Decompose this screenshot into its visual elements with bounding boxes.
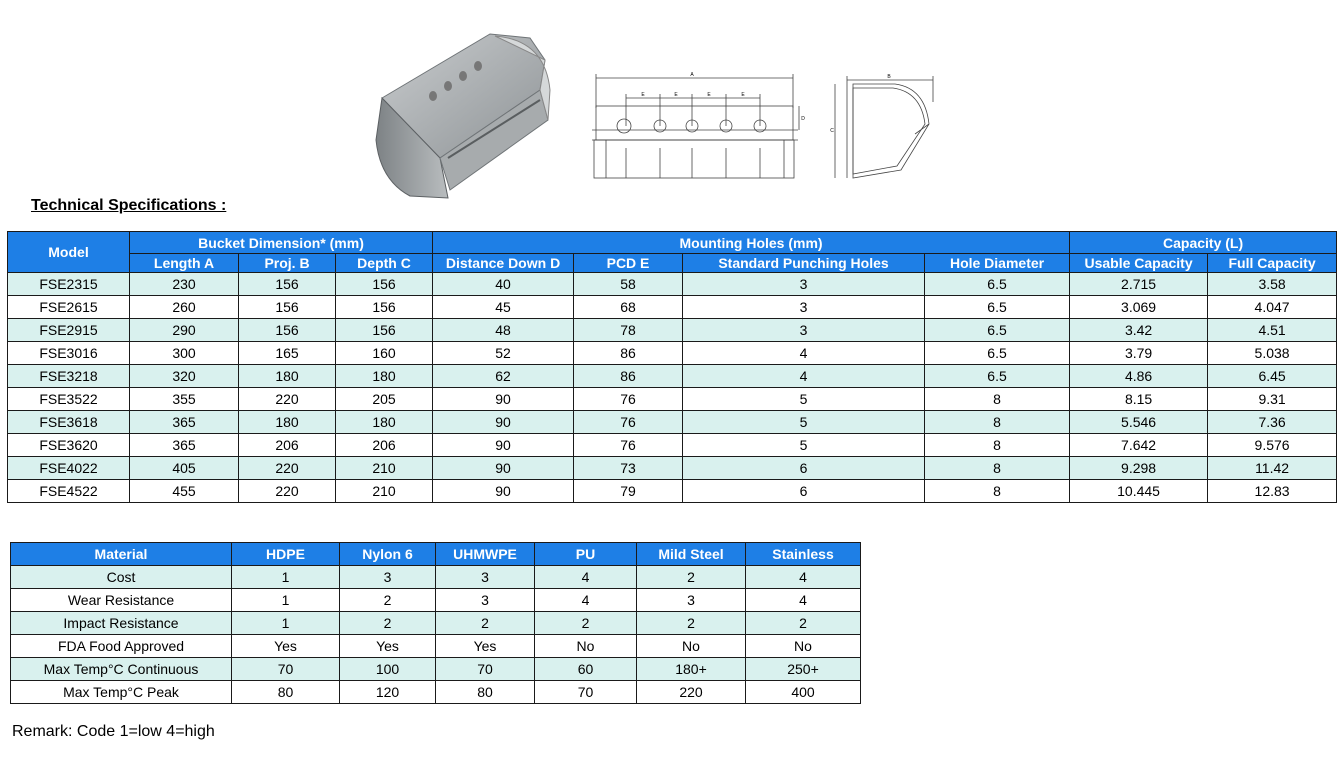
- table-cell: 2: [436, 612, 535, 635]
- table-cell: 11.42: [1208, 457, 1337, 480]
- table-cell: 220: [239, 457, 336, 480]
- table-cell: 3.79: [1070, 342, 1208, 365]
- table-cell: 2: [746, 612, 861, 635]
- table-cell: 6.45: [1208, 365, 1337, 388]
- table-cell: 205: [336, 388, 433, 411]
- table-cell: 355: [130, 388, 239, 411]
- table-cell: 73: [574, 457, 683, 480]
- table-cell: 3: [683, 273, 925, 296]
- material-row: [11, 589, 861, 612]
- table-cell: 5.546: [1070, 411, 1208, 434]
- material-table: [10, 542, 861, 704]
- table-cell: 70: [535, 681, 637, 704]
- table-cell: 8: [925, 457, 1070, 480]
- table-cell: 400: [746, 681, 861, 704]
- table-cell: 260: [130, 296, 239, 319]
- table-cell: 8.15: [1070, 388, 1208, 411]
- model-cell: FSE2615: [8, 296, 130, 319]
- property-cell: Max Temp°C Peak: [11, 681, 232, 704]
- table-cell: 5: [683, 388, 925, 411]
- table-cell: 79: [574, 480, 683, 503]
- table-cell: 300: [130, 342, 239, 365]
- dimension-label-e3: E: [707, 92, 711, 98]
- table-cell: 120: [340, 681, 436, 704]
- table-cell: 206: [336, 434, 433, 457]
- table-row: [8, 365, 1337, 388]
- table-cell: 156: [336, 296, 433, 319]
- material-column-header: Material: [11, 543, 232, 566]
- material-column-header: UHMWPE: [436, 543, 535, 566]
- table-cell: 3: [683, 319, 925, 342]
- header-capacity: Capacity (L): [1070, 232, 1337, 254]
- table-cell: 230: [130, 273, 239, 296]
- table-cell: 210: [336, 480, 433, 503]
- table-row: [8, 434, 1337, 457]
- material-column-header: PU: [535, 543, 637, 566]
- table-cell: 160: [336, 342, 433, 365]
- table-cell: 6.5: [925, 319, 1070, 342]
- table-cell: 4.047: [1208, 296, 1337, 319]
- table-cell: 70: [436, 658, 535, 681]
- model-cell: FSE2315: [8, 273, 130, 296]
- table-cell: 365: [130, 411, 239, 434]
- table-cell: 4: [535, 589, 637, 612]
- material-row: [11, 658, 861, 681]
- table-cell: 90: [433, 434, 574, 457]
- table-cell: 405: [130, 457, 239, 480]
- table-cell: No: [637, 635, 746, 658]
- table-cell: 4.51: [1208, 319, 1337, 342]
- table-cell: 86: [574, 365, 683, 388]
- column-header: Hole Diameter: [925, 254, 1070, 273]
- table-cell: 76: [574, 434, 683, 457]
- table-cell: 7.642: [1070, 434, 1208, 457]
- column-header: Usable Capacity: [1070, 254, 1208, 273]
- table-cell: No: [746, 635, 861, 658]
- table-cell: 3: [340, 566, 436, 589]
- property-cell: Wear Resistance: [11, 589, 232, 612]
- model-cell: FSE3522: [8, 388, 130, 411]
- table-cell: 60: [535, 658, 637, 681]
- table-cell: 9.298: [1070, 457, 1208, 480]
- model-cell: FSE3218: [8, 365, 130, 388]
- dimension-label-e2: E: [674, 92, 678, 98]
- table-cell: 4: [746, 589, 861, 612]
- material-row: [11, 681, 861, 704]
- table-cell: 48: [433, 319, 574, 342]
- table-cell: 78: [574, 319, 683, 342]
- material-column-header: HDPE: [232, 543, 340, 566]
- material-column-header: Nylon 6: [340, 543, 436, 566]
- table-cell: 180: [239, 411, 336, 434]
- table-row: [8, 342, 1337, 365]
- table-cell: 80: [232, 681, 340, 704]
- table-cell: 156: [336, 273, 433, 296]
- table-cell: 6.5: [925, 296, 1070, 319]
- table-cell: 3: [436, 589, 535, 612]
- model-cell: FSE2915: [8, 319, 130, 342]
- table-cell: 156: [239, 319, 336, 342]
- specifications-table: [7, 231, 1337, 503]
- table-cell: 6: [683, 480, 925, 503]
- table-cell: Yes: [436, 635, 535, 658]
- table-cell: 90: [433, 411, 574, 434]
- table-row: [8, 480, 1337, 503]
- model-cell: FSE3016: [8, 342, 130, 365]
- table-row: [8, 296, 1337, 319]
- table-row: [8, 388, 1337, 411]
- table-cell: 76: [574, 411, 683, 434]
- table-cell: 8: [925, 411, 1070, 434]
- table-cell: 76: [574, 388, 683, 411]
- table-cell: 8: [925, 480, 1070, 503]
- table-cell: 180+: [637, 658, 746, 681]
- dimension-label-d: D: [801, 116, 805, 122]
- material-column-header: Mild Steel: [637, 543, 746, 566]
- table-cell: 220: [239, 480, 336, 503]
- material-row: [11, 635, 861, 658]
- side-view-drawing: [825, 72, 937, 184]
- table-cell: Yes: [232, 635, 340, 658]
- property-cell: Max Temp°C Continuous: [11, 658, 232, 681]
- table-cell: 58: [574, 273, 683, 296]
- table-cell: 52: [433, 342, 574, 365]
- model-cell: FSE4022: [8, 457, 130, 480]
- table-cell: 4.86: [1070, 365, 1208, 388]
- table-cell: No: [535, 635, 637, 658]
- table-cell: 250+: [746, 658, 861, 681]
- table-cell: 1: [232, 589, 340, 612]
- table-cell: 220: [239, 388, 336, 411]
- table-cell: 6.5: [925, 342, 1070, 365]
- dimension-label-c: C: [830, 128, 834, 134]
- column-header: Depth C: [336, 254, 433, 273]
- table-cell: 156: [239, 296, 336, 319]
- table-cell: 62: [433, 365, 574, 388]
- material-row: [11, 612, 861, 635]
- property-cell: FDA Food Approved: [11, 635, 232, 658]
- dimension-label-a: A: [690, 72, 694, 78]
- table-cell: 68: [574, 296, 683, 319]
- table-cell: 12.83: [1208, 480, 1337, 503]
- table-cell: 8: [925, 434, 1070, 457]
- table-row: [8, 273, 1337, 296]
- table-cell: 100: [340, 658, 436, 681]
- table-cell: 6.5: [925, 273, 1070, 296]
- table-cell: 3: [637, 589, 746, 612]
- property-cell: Cost: [11, 566, 232, 589]
- table-row: [8, 319, 1337, 342]
- table-cell: 220: [637, 681, 746, 704]
- table-cell: 365: [130, 434, 239, 457]
- front-view-drawing: [588, 68, 808, 186]
- table-cell: 3.58: [1208, 273, 1337, 296]
- table-cell: 156: [336, 319, 433, 342]
- table-cell: 455: [130, 480, 239, 503]
- table-cell: 90: [433, 388, 574, 411]
- header-mounting-holes: Mounting Holes (mm): [433, 232, 1070, 254]
- table-cell: 7.36: [1208, 411, 1337, 434]
- property-cell: Impact Resistance: [11, 612, 232, 635]
- dimension-label-e4: E: [741, 92, 745, 98]
- table-cell: 3.069: [1070, 296, 1208, 319]
- table-cell: 90: [433, 480, 574, 503]
- column-header: Standard Punching Holes: [683, 254, 925, 273]
- table-cell: 165: [239, 342, 336, 365]
- bucket-photo: [370, 30, 555, 200]
- table-row: [8, 411, 1337, 434]
- table-cell: 45: [433, 296, 574, 319]
- table-cell: 2.715: [1070, 273, 1208, 296]
- table-cell: 2: [637, 566, 746, 589]
- table-cell: 6: [683, 457, 925, 480]
- remark-text: Remark: Code 1=low 4=high: [12, 723, 215, 740]
- column-header: PCD E: [574, 254, 683, 273]
- table-cell: 1: [232, 612, 340, 635]
- table-cell: 4: [683, 342, 925, 365]
- table-cell: 80: [436, 681, 535, 704]
- header-bucket-dimension: Bucket Dimension* (mm): [130, 232, 433, 254]
- table-cell: 180: [336, 365, 433, 388]
- table-cell: 2: [637, 612, 746, 635]
- table-cell: 3: [683, 296, 925, 319]
- table-cell: 40: [433, 273, 574, 296]
- table-row: [8, 457, 1337, 480]
- table-cell: 2: [340, 612, 436, 635]
- table-cell: Yes: [340, 635, 436, 658]
- dimension-label-e1: E: [641, 92, 645, 98]
- material-row: [11, 566, 861, 589]
- table-cell: 290: [130, 319, 239, 342]
- model-cell: FSE4522: [8, 480, 130, 503]
- table-cell: 70: [232, 658, 340, 681]
- table-cell: 5: [683, 434, 925, 457]
- table-cell: 2: [535, 612, 637, 635]
- table-cell: 4: [535, 566, 637, 589]
- specifications-title: Technical Specifications :: [31, 197, 227, 214]
- table-cell: 6.5: [925, 365, 1070, 388]
- column-header: Length A: [130, 254, 239, 273]
- table-cell: 180: [239, 365, 336, 388]
- model-cell: FSE3618: [8, 411, 130, 434]
- column-header: Proj. B: [239, 254, 336, 273]
- table-cell: 9.576: [1208, 434, 1337, 457]
- table-cell: 180: [336, 411, 433, 434]
- dimension-label-b: B: [887, 74, 891, 80]
- table-cell: 8: [925, 388, 1070, 411]
- table-cell: 2: [340, 589, 436, 612]
- table-cell: 5.038: [1208, 342, 1337, 365]
- table-cell: 5: [683, 411, 925, 434]
- header-model: Model: [8, 232, 130, 273]
- table-cell: 9.31: [1208, 388, 1337, 411]
- table-cell: 4: [746, 566, 861, 589]
- table-cell: 90: [433, 457, 574, 480]
- table-cell: 86: [574, 342, 683, 365]
- table-cell: 10.445: [1070, 480, 1208, 503]
- model-cell: FSE3620: [8, 434, 130, 457]
- table-cell: 206: [239, 434, 336, 457]
- material-column-header: Stainless: [746, 543, 861, 566]
- column-header: Full Capacity: [1208, 254, 1337, 273]
- table-cell: 4: [683, 365, 925, 388]
- table-cell: 3: [436, 566, 535, 589]
- table-cell: 1: [232, 566, 340, 589]
- table-cell: 156: [239, 273, 336, 296]
- column-header: Distance Down D: [433, 254, 574, 273]
- table-cell: 320: [130, 365, 239, 388]
- table-cell: 3.42: [1070, 319, 1208, 342]
- table-cell: 210: [336, 457, 433, 480]
